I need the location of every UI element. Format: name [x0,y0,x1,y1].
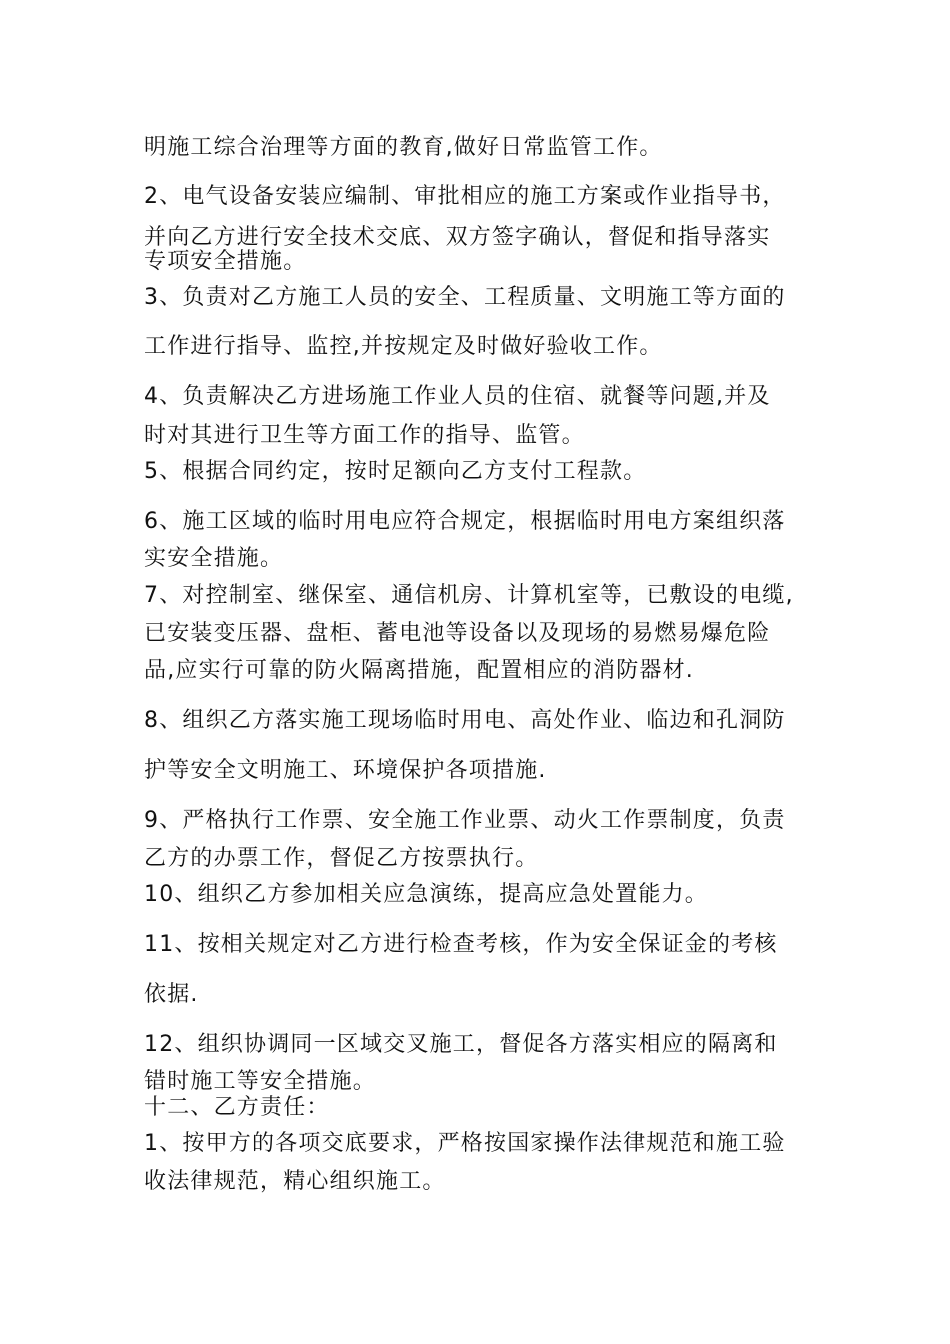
text-line: 2、电气设备安装应编制、审批相应的施工方案或作业指导书， [144,184,786,209]
text-line: 专项安全措施。 [144,249,307,274]
text-line: 收法律规范，精心组织施工。 [144,1169,446,1194]
text-line: 并向乙方进行安全技术交底、双方签字确认，督促和指导落实 [144,225,771,250]
text-line: 9、严格执行工作票、安全施工作业票、动火工作票制度，负责 [144,808,786,833]
text-line: 实安全措施。 [144,546,284,571]
text-line: 4、负责解决乙方进场施工作业人员的住宿、就餐等问题,并及 [144,384,771,409]
text-line: 12、组织协调同一区域交叉施工，督促各方落实相应的隔离和 [144,1032,778,1057]
text-line: 10、组织乙方参加相关应急演练，提高应急处置能力。 [144,882,708,907]
section-heading: 十二、乙方责任： [144,1095,330,1120]
text-line: 3、负责对乙方施工人员的安全、工程质量、文明施工等方面的 [144,285,786,310]
text-line: 7、对控制室、继保室、通信机房、计算机室等，已敷设的电缆, [144,583,794,608]
text-line: 乙方的办票工作，督促乙方按票执行。 [144,846,539,871]
text-line: 1、按甲方的各项交底要求，严格按国家操作法律规范和施工验 [144,1131,786,1156]
text-line: 时对其进行卫生等方面工作的指导、监管。 [144,423,585,448]
text-line: 错时施工等安全措施。 [144,1069,377,1094]
text-line: 明施工综合治理等方面的教育,做好日常监管工作。 [144,135,663,160]
text-line: 11、按相关规定对乙方进行检查考核，作为安全保证金的考核 [144,932,778,957]
text-line: 5、根据合同约定，按时足额向乙方支付工程款。 [144,459,647,484]
text-line: 6、施工区域的临时用电应符合规定，根据临时用电方案组织落 [144,509,786,534]
text-line: 依据. [144,982,199,1007]
text-line: 护等安全文明施工、环境保护各项措施. [144,758,547,783]
text-line: 8、组织乙方落实施工现场临时用电、高处作业、临边和孔洞防 [144,708,786,733]
text-line: 工作进行指导、监控,并按规定及时做好验收工作。 [144,334,663,359]
text-line: 已安装变压器、盘柜、蓄电池等设备以及现场的易燃易爆危险 [144,621,771,646]
text-line: 品,应实行可靠的防火隔离措施，配置相应的消防器材. [144,658,694,683]
